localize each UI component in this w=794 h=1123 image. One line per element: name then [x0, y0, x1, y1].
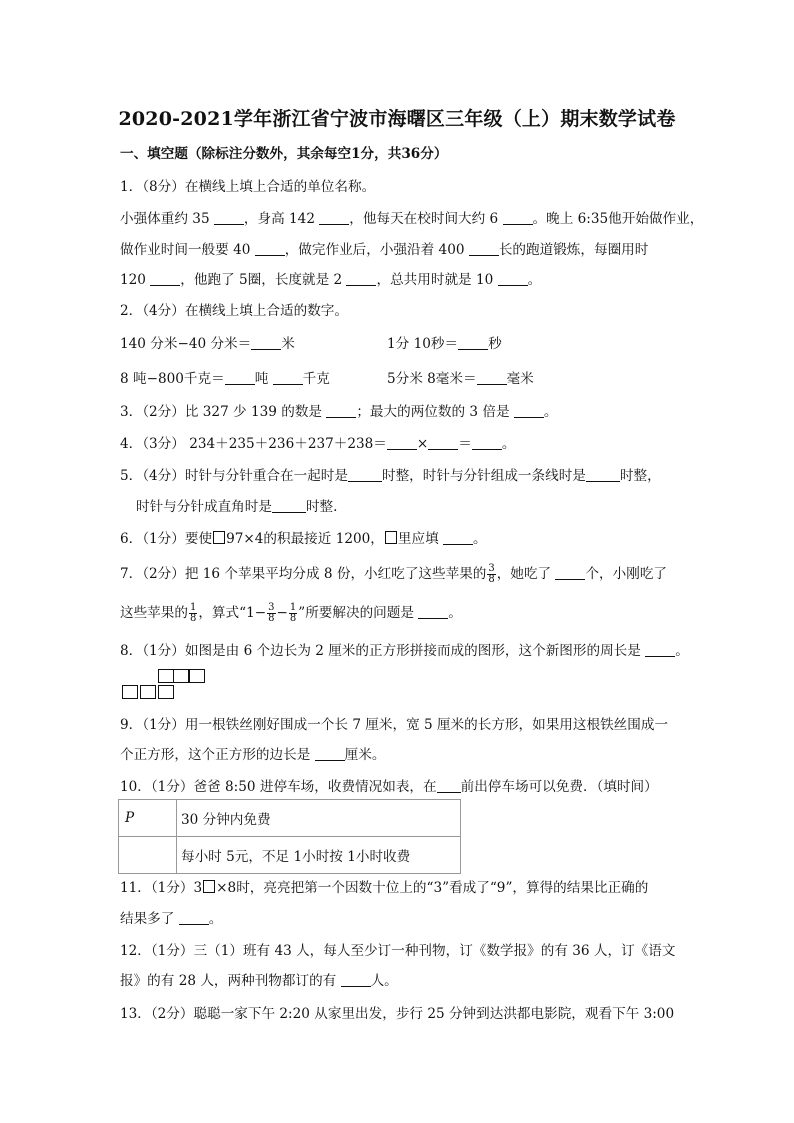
answer-blank[interactable]	[586, 468, 620, 482]
answer-blank[interactable]	[477, 371, 507, 385]
answer-blank[interactable]	[555, 566, 585, 580]
fraction: $\frac{1}{8}$	[289, 602, 297, 624]
question-1-line-1: 小强体重约 35 ，身高 142 ，他每天在校时间大约 6 。晚上 6:35他开始做作业，	[120, 211, 704, 227]
question-2-item-a: 140 分米−40 分米＝ 米	[120, 336, 295, 352]
question-12-line-2: 报》的有 28 人，两种刊物都订的有 人。	[120, 973, 398, 989]
figure-square	[158, 685, 174, 699]
question-7-line-2: 这些苹果的 $\frac{1}{8}$ ，算式“1− $\frac{3}{8}$ − $\frac{1}{8}$ ”所要解决的问题是 。	[120, 602, 462, 624]
figure-square	[140, 685, 156, 699]
question-5-line-1: 5．（4分）时针与分针重合在一起时是 时整，时针与分针组成一条线时是 时整，	[120, 468, 661, 484]
answer-blank[interactable]	[428, 436, 458, 450]
answer-blank[interactable]	[437, 779, 461, 793]
answer-blank[interactable]	[319, 211, 349, 225]
answer-blank[interactable]	[645, 643, 675, 657]
answer-blank[interactable]	[214, 211, 244, 225]
question-1-line-3: 120 ，他跑了 5圈，长度就是 2 ，总共用时就是 10 。	[120, 272, 542, 288]
question-1-stem: 1．（8分）在横线上填上合适的单位名称。	[120, 179, 376, 195]
question-2-item-b: 1分 10秒＝ 秒	[387, 336, 502, 352]
answer-blank[interactable]	[469, 242, 499, 256]
question-11-line-2: 结果多了 。	[120, 911, 223, 927]
question-9-line-1: 9．（1分）用一根铁丝刚好围成一个长 7 厘米，宽 5 厘米的长方形，如果用这根铁丝围成一	[120, 717, 669, 733]
figure-square	[158, 669, 174, 683]
figure-square	[189, 669, 205, 683]
answer-blank[interactable]	[387, 436, 417, 450]
fraction: $\frac{3}{8}$	[488, 563, 495, 585]
question-1-line-2: 做作业时间一般要 40 ，做完作业后，小强沿着 400 长的跑道锻炼，每圈用时	[120, 242, 649, 258]
section-heading: 一、填空题（除标注分数外，其余每空1分，共36分）	[120, 146, 448, 162]
question-7-line-1: 7．（2分）把 16 个苹果平均分成 8 份，小红吃了这些苹果的 $\frac{3}{8}$ ，她吃了 个，小刚吃了	[120, 563, 668, 585]
answer-blank[interactable]	[315, 747, 345, 761]
question-5-line-2: 时针与分针成直角时是 时整.	[136, 499, 338, 515]
table-cell: 30 分钟内免费	[177, 800, 461, 837]
question-10: 10．（1分）爸爸 8:50 进停车场，收费情况如表，在 前出停车场可以免费．（填时间）	[120, 779, 658, 795]
answer-blank[interactable]	[341, 973, 371, 987]
fraction: $\frac{1}{8}$	[189, 602, 197, 624]
answer-blank[interactable]	[346, 272, 376, 286]
question-9-line-2: 个正方形，这个正方形的边长是 厘米。	[120, 747, 386, 763]
question-4: 4．（3分） 234＋235＋236＋237＋238＝ × ＝ 。	[120, 436, 516, 452]
fraction: $\frac{3}{8}$	[268, 602, 275, 624]
question-2-stem: 2．（4分）在横线上填上合适的数字。	[120, 303, 348, 319]
table-cell	[119, 837, 177, 874]
question-6: 6．（1分）要使 97×4的积最接近 1200， 里应填 。	[120, 531, 487, 547]
answer-blank[interactable]	[273, 371, 303, 385]
exam-title: 2020-2021学年浙江省宁波市海曙区三年级（上）期末数学试卷	[118, 108, 676, 130]
blank-box-icon	[385, 531, 397, 544]
blank-box-icon	[203, 880, 215, 893]
question-12-line-1: 12．（1分）三（1）班有 43 人，每人至少订一种刊物，订《数学报》的有 36 人，订《语文	[120, 943, 676, 959]
figure-square	[173, 669, 189, 683]
answer-blank[interactable]	[225, 371, 255, 385]
blank-box-icon	[213, 531, 225, 544]
answer-blank[interactable]	[255, 242, 285, 256]
answer-blank[interactable]	[472, 436, 502, 450]
answer-blank[interactable]	[150, 272, 180, 286]
figure-square	[122, 685, 138, 699]
answer-blank[interactable]	[326, 404, 356, 418]
answer-blank[interactable]	[458, 336, 488, 350]
question-11-line-1: 11．（1分）3 ×8时，亮亮把第一个因数十位上的“3”看成了“9”，算得的结果比正确的	[120, 880, 649, 896]
answer-blank[interactable]	[179, 911, 209, 925]
question-2-item-d: 5分米 8毫米＝ 毫米	[387, 371, 534, 387]
question-3: 3．（2分）比 327 少 139 的数是 ；最大的两位数的 3 倍是 。	[120, 404, 558, 420]
answer-blank[interactable]	[443, 531, 473, 545]
answer-blank[interactable]	[418, 605, 448, 619]
parking-fee-table	[118, 799, 461, 874]
answer-blank[interactable]	[251, 336, 281, 350]
question-8: 8．（1分）如图是由 6 个边长为 2 厘米的正方形拼接而成的图形，这个新图形的周长是 。	[120, 643, 689, 659]
question-13-line-1: 13．（2分）聪聪一家下午 2:20 从家里出发，步行 25 分钟到达洪都电影院，观看下午 3:00	[120, 1006, 675, 1022]
answer-blank[interactable]	[498, 272, 528, 286]
question-2-item-c: 8 吨−800千克＝ 吨 千克	[120, 371, 330, 387]
answer-blank[interactable]	[514, 404, 544, 418]
table-row	[119, 837, 461, 874]
table-row	[119, 800, 461, 837]
table-cell: 每小时 5元，不足 1小时按 1小时收费	[177, 837, 461, 874]
answer-blank[interactable]	[503, 211, 533, 225]
table-cell: P	[119, 800, 177, 837]
answer-blank[interactable]	[348, 468, 382, 482]
answer-blank[interactable]	[272, 499, 306, 513]
